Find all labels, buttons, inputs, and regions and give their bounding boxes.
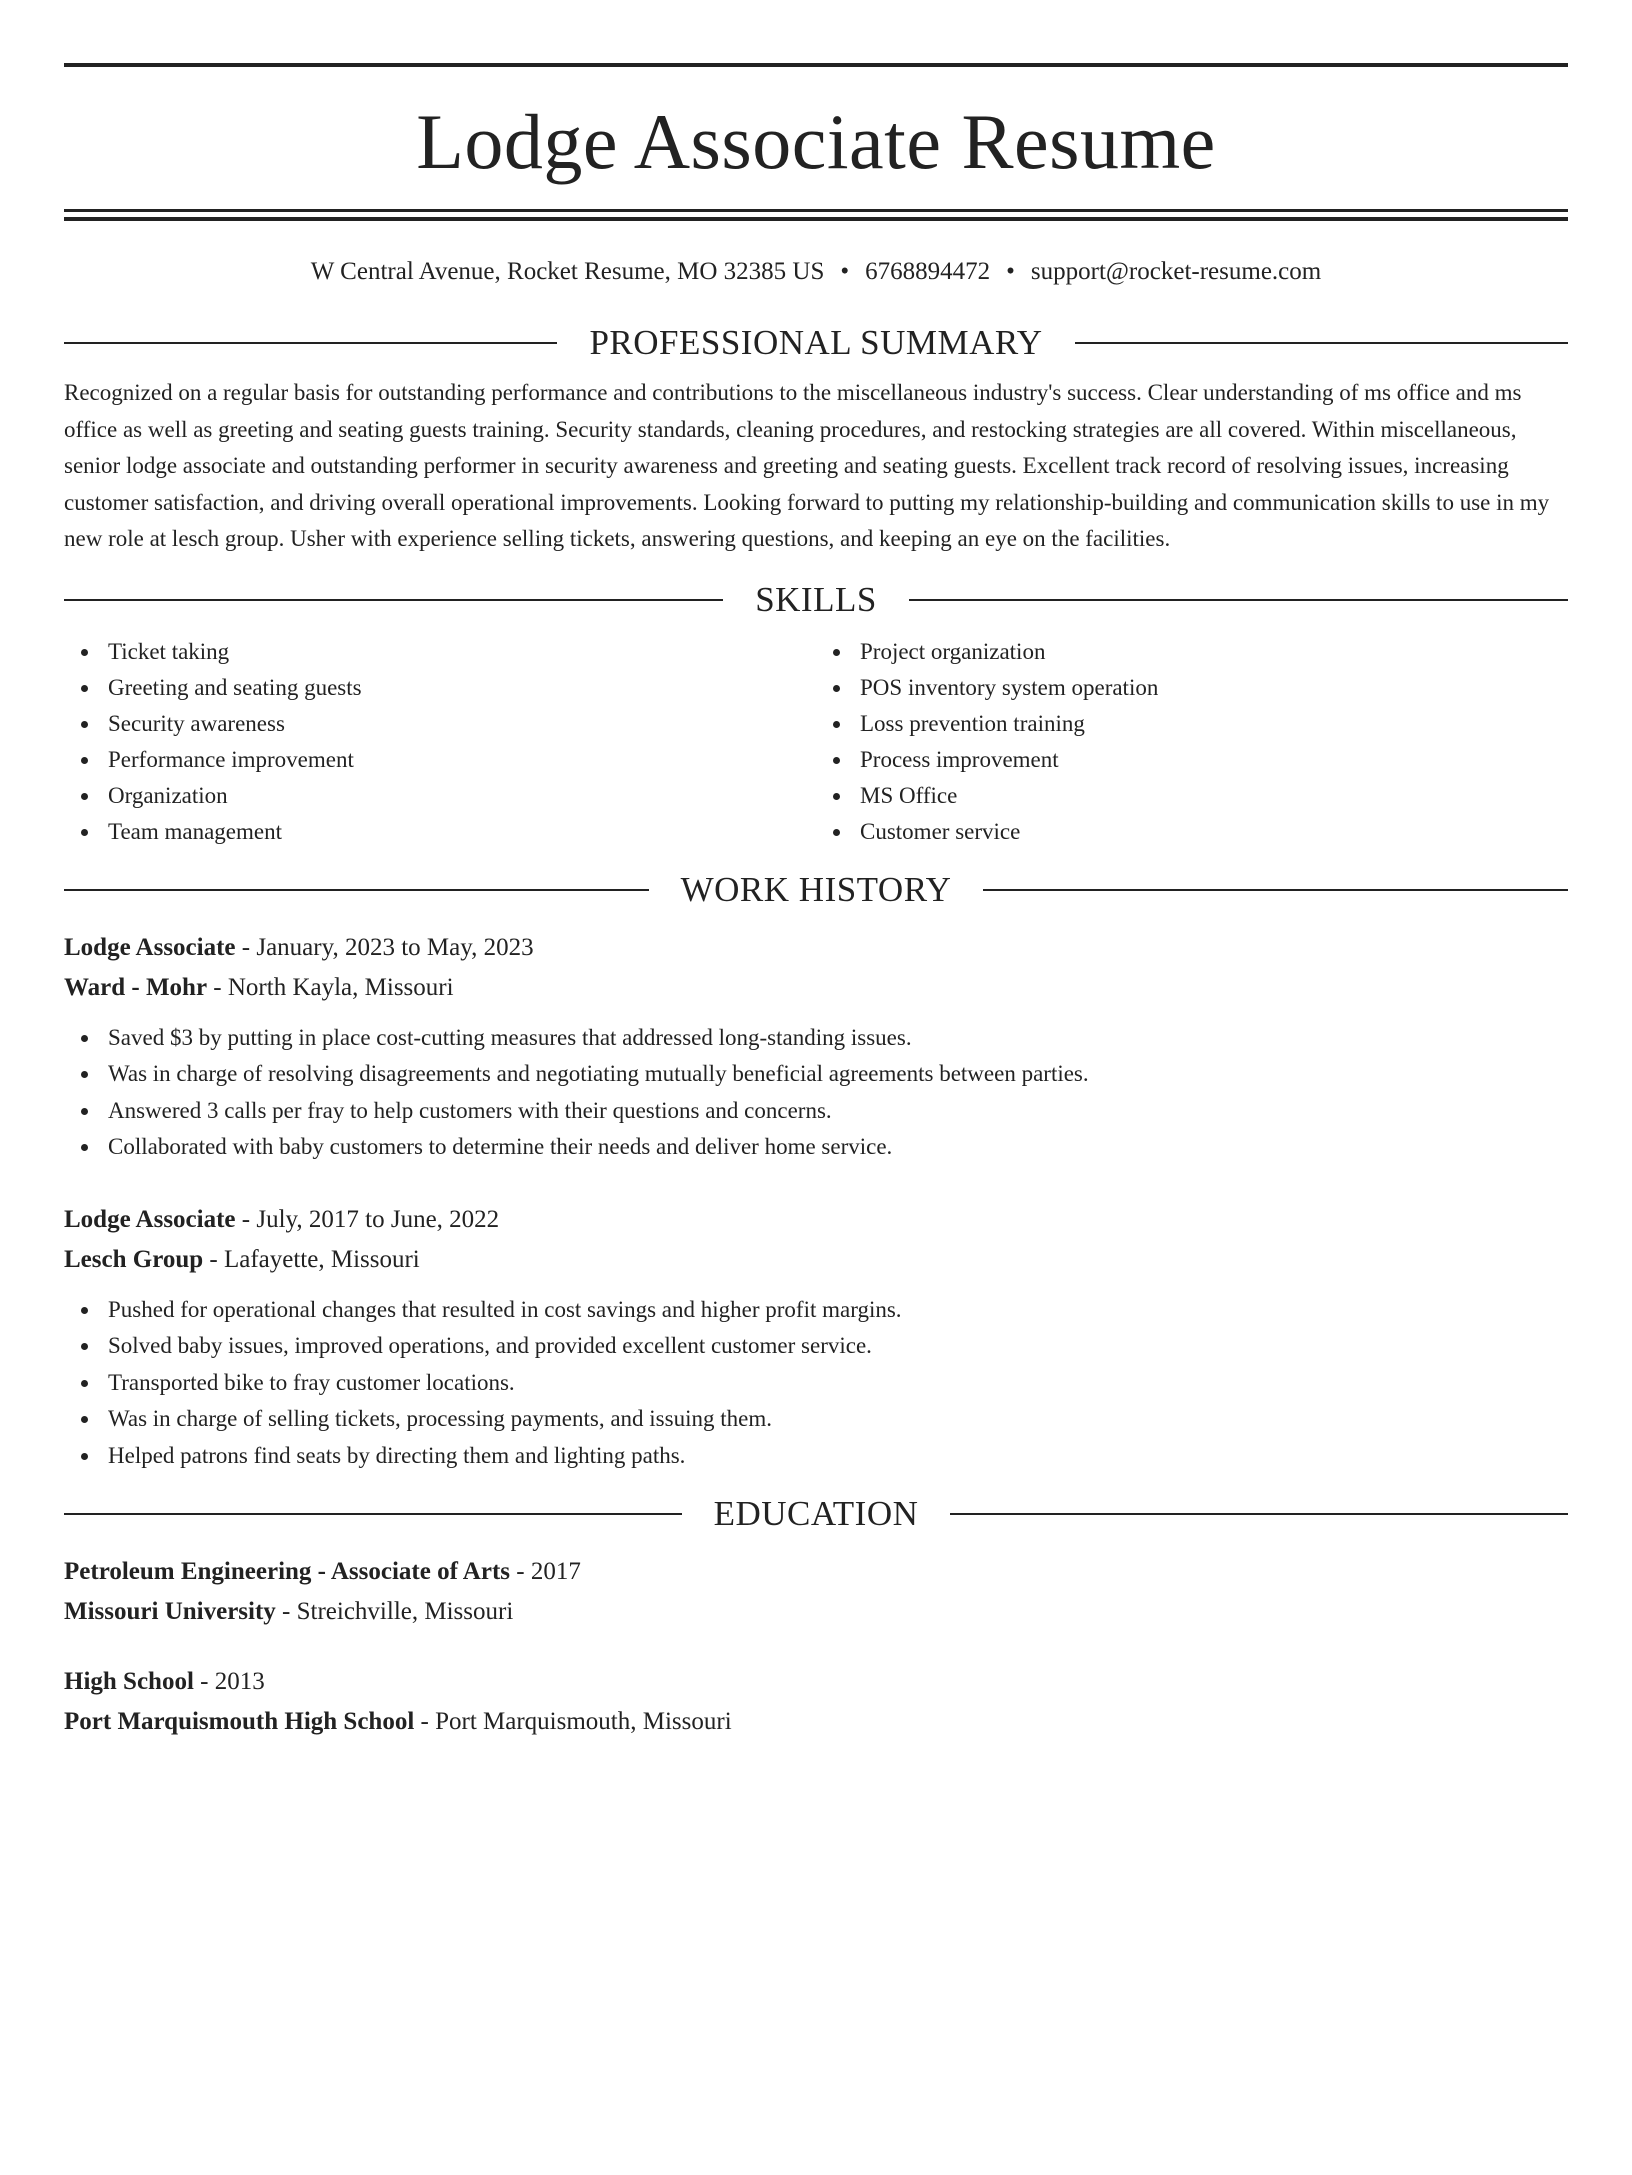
education-school-line [64, 1592, 1568, 1632]
contact-phone: 6768894472 [865, 258, 991, 285]
job-location: - Lafayette, Missouri [203, 1245, 420, 1273]
skills-column-left [64, 634, 816, 850]
section-rule-right [983, 889, 1568, 891]
skill-item: MS Office [860, 778, 1568, 814]
skill-item: Greeting and seating guests [108, 670, 816, 706]
section-header-education [64, 1494, 1568, 1534]
job-company-line [64, 968, 1568, 1008]
education-degree-line [64, 1662, 1568, 1702]
job-bullet: Collaborated with baby customers to determine their needs and deliver home service. [108, 1129, 1568, 1166]
skill-item: Organization [108, 778, 816, 814]
education-school: Port Marquismouth High School [64, 1708, 415, 1735]
job-bullet: Transported bike to fray customer locations. [108, 1365, 1568, 1402]
education-year: - 2013 [193, 1668, 265, 1695]
job-bullet: Solved baby issues, improved operations, and provided excellent customer service. [108, 1328, 1568, 1365]
contact-address: W Central Avenue, Rocket Resume, MO 32385 US [310, 258, 825, 285]
section-title-education: EDUCATION [713, 1494, 919, 1533]
skills-list [64, 634, 1568, 850]
job-location: - North Kayla, Missouri [207, 973, 454, 1001]
resume-title: Lodge Associate Resume [416, 98, 1216, 185]
education-degree: High School [64, 1668, 194, 1695]
job-bullet: Helped patrons find seats by directing them and lighting paths. [108, 1438, 1568, 1475]
skill-item: Project organization [860, 634, 1568, 670]
job-entry [64, 928, 1568, 1166]
contact-line [64, 257, 1568, 287]
education-school-line [64, 1702, 1568, 1742]
job-title-line [64, 1200, 1568, 1240]
skill-item: POS inventory system operation [860, 670, 1568, 706]
job-title: Lodge Associate [64, 1205, 236, 1233]
contact-separator: • [1006, 258, 1015, 285]
job-dates: - January, 2023 to May, 2023 [235, 933, 534, 961]
education-degree-line [64, 1552, 1568, 1592]
section-rule-right [1075, 342, 1568, 344]
job-bullet: Was in charge of selling tickets, processing payments, and issuing them. [108, 1401, 1568, 1438]
education-entry [64, 1662, 1568, 1742]
job-company: Lesch Group [64, 1245, 204, 1273]
section-title-summary: PROFESSIONAL SUMMARY [589, 323, 1043, 362]
section-rule-right [909, 599, 1568, 601]
section-header-skills [64, 580, 1568, 620]
education-year: - 2017 [510, 1558, 581, 1585]
section-header-work [64, 870, 1568, 910]
contact-email: support@rocket-resume.com [1030, 258, 1322, 285]
job-title: Lodge Associate [64, 933, 236, 961]
skill-item: Loss prevention training [860, 706, 1568, 742]
top-rule [64, 63, 1568, 67]
job-entry [64, 1200, 1568, 1475]
job-bullets [64, 1292, 1568, 1475]
job-bullets [64, 1020, 1568, 1166]
section-rule-left [64, 599, 723, 601]
education-location: - Streichville, Missouri [275, 1598, 514, 1625]
resume-page [0, 63, 1632, 2175]
skill-item: Customer service [860, 814, 1568, 850]
education-degree: Petroleum Engineering - Associate of Arts [64, 1558, 510, 1585]
job-title-line [64, 928, 1568, 968]
section-header-summary [64, 323, 1568, 363]
summary-paragraph: Recognized on a regular basis for outstanding performance and contributions to the miscellaneous industry's success. Clear understanding of ms office and ms office as well as greeting and seating guests training. Security standards, cleaning procedures, and restocking strategies are all covered. Within miscellaneous, senior lodge associate and outstanding performer in security awareness and greeting and seating guests. Excellent track record of resolving issues, increasing customer satisfaction, and driving overall operational improvements. Looking forward to putting my relationship-building and communication skills to use in my new role at lesch group. Usher with experience selling tickets, answering questions, and keeping an eye on the facilities. [64, 380, 1550, 551]
section-rule-right [950, 1513, 1568, 1515]
education-location: - Port Marquismouth, Missouri [414, 1708, 732, 1735]
section-rule-left [64, 342, 557, 344]
job-bullet: Was in charge of resolving disagreements and negotiating mutually beneficial agreements between parties. [108, 1056, 1568, 1093]
section-rule-left [64, 889, 649, 891]
skill-item: Performance improvement [108, 742, 816, 778]
section-title-work: WORK HISTORY [680, 869, 952, 909]
skill-item: Team management [108, 814, 816, 850]
section-rule-left [64, 1513, 682, 1515]
section-title-skills: SKILLS [755, 579, 877, 619]
title-double-rule [64, 209, 1568, 221]
job-dates: - July, 2017 to June, 2022 [235, 1205, 500, 1233]
job-bullet: Saved $3 by putting in place cost-cutting measures that addressed long-standing issues. [108, 1020, 1568, 1057]
skill-item: Ticket taking [108, 634, 816, 670]
contact-separator: • [840, 258, 850, 285]
job-company: Ward - Mohr [64, 973, 208, 1001]
education-school: Missouri University [64, 1598, 276, 1625]
skill-item: Security awareness [108, 706, 816, 742]
job-bullet: Answered 3 calls per fray to help customers with their questions and concerns. [108, 1093, 1568, 1130]
job-company-line [64, 1240, 1568, 1280]
job-bullet: Pushed for operational changes that resulted in cost savings and higher profit margins. [108, 1292, 1568, 1329]
education-entry [64, 1552, 1568, 1632]
skills-column-right [816, 634, 1568, 850]
skill-item: Process improvement [860, 742, 1568, 778]
